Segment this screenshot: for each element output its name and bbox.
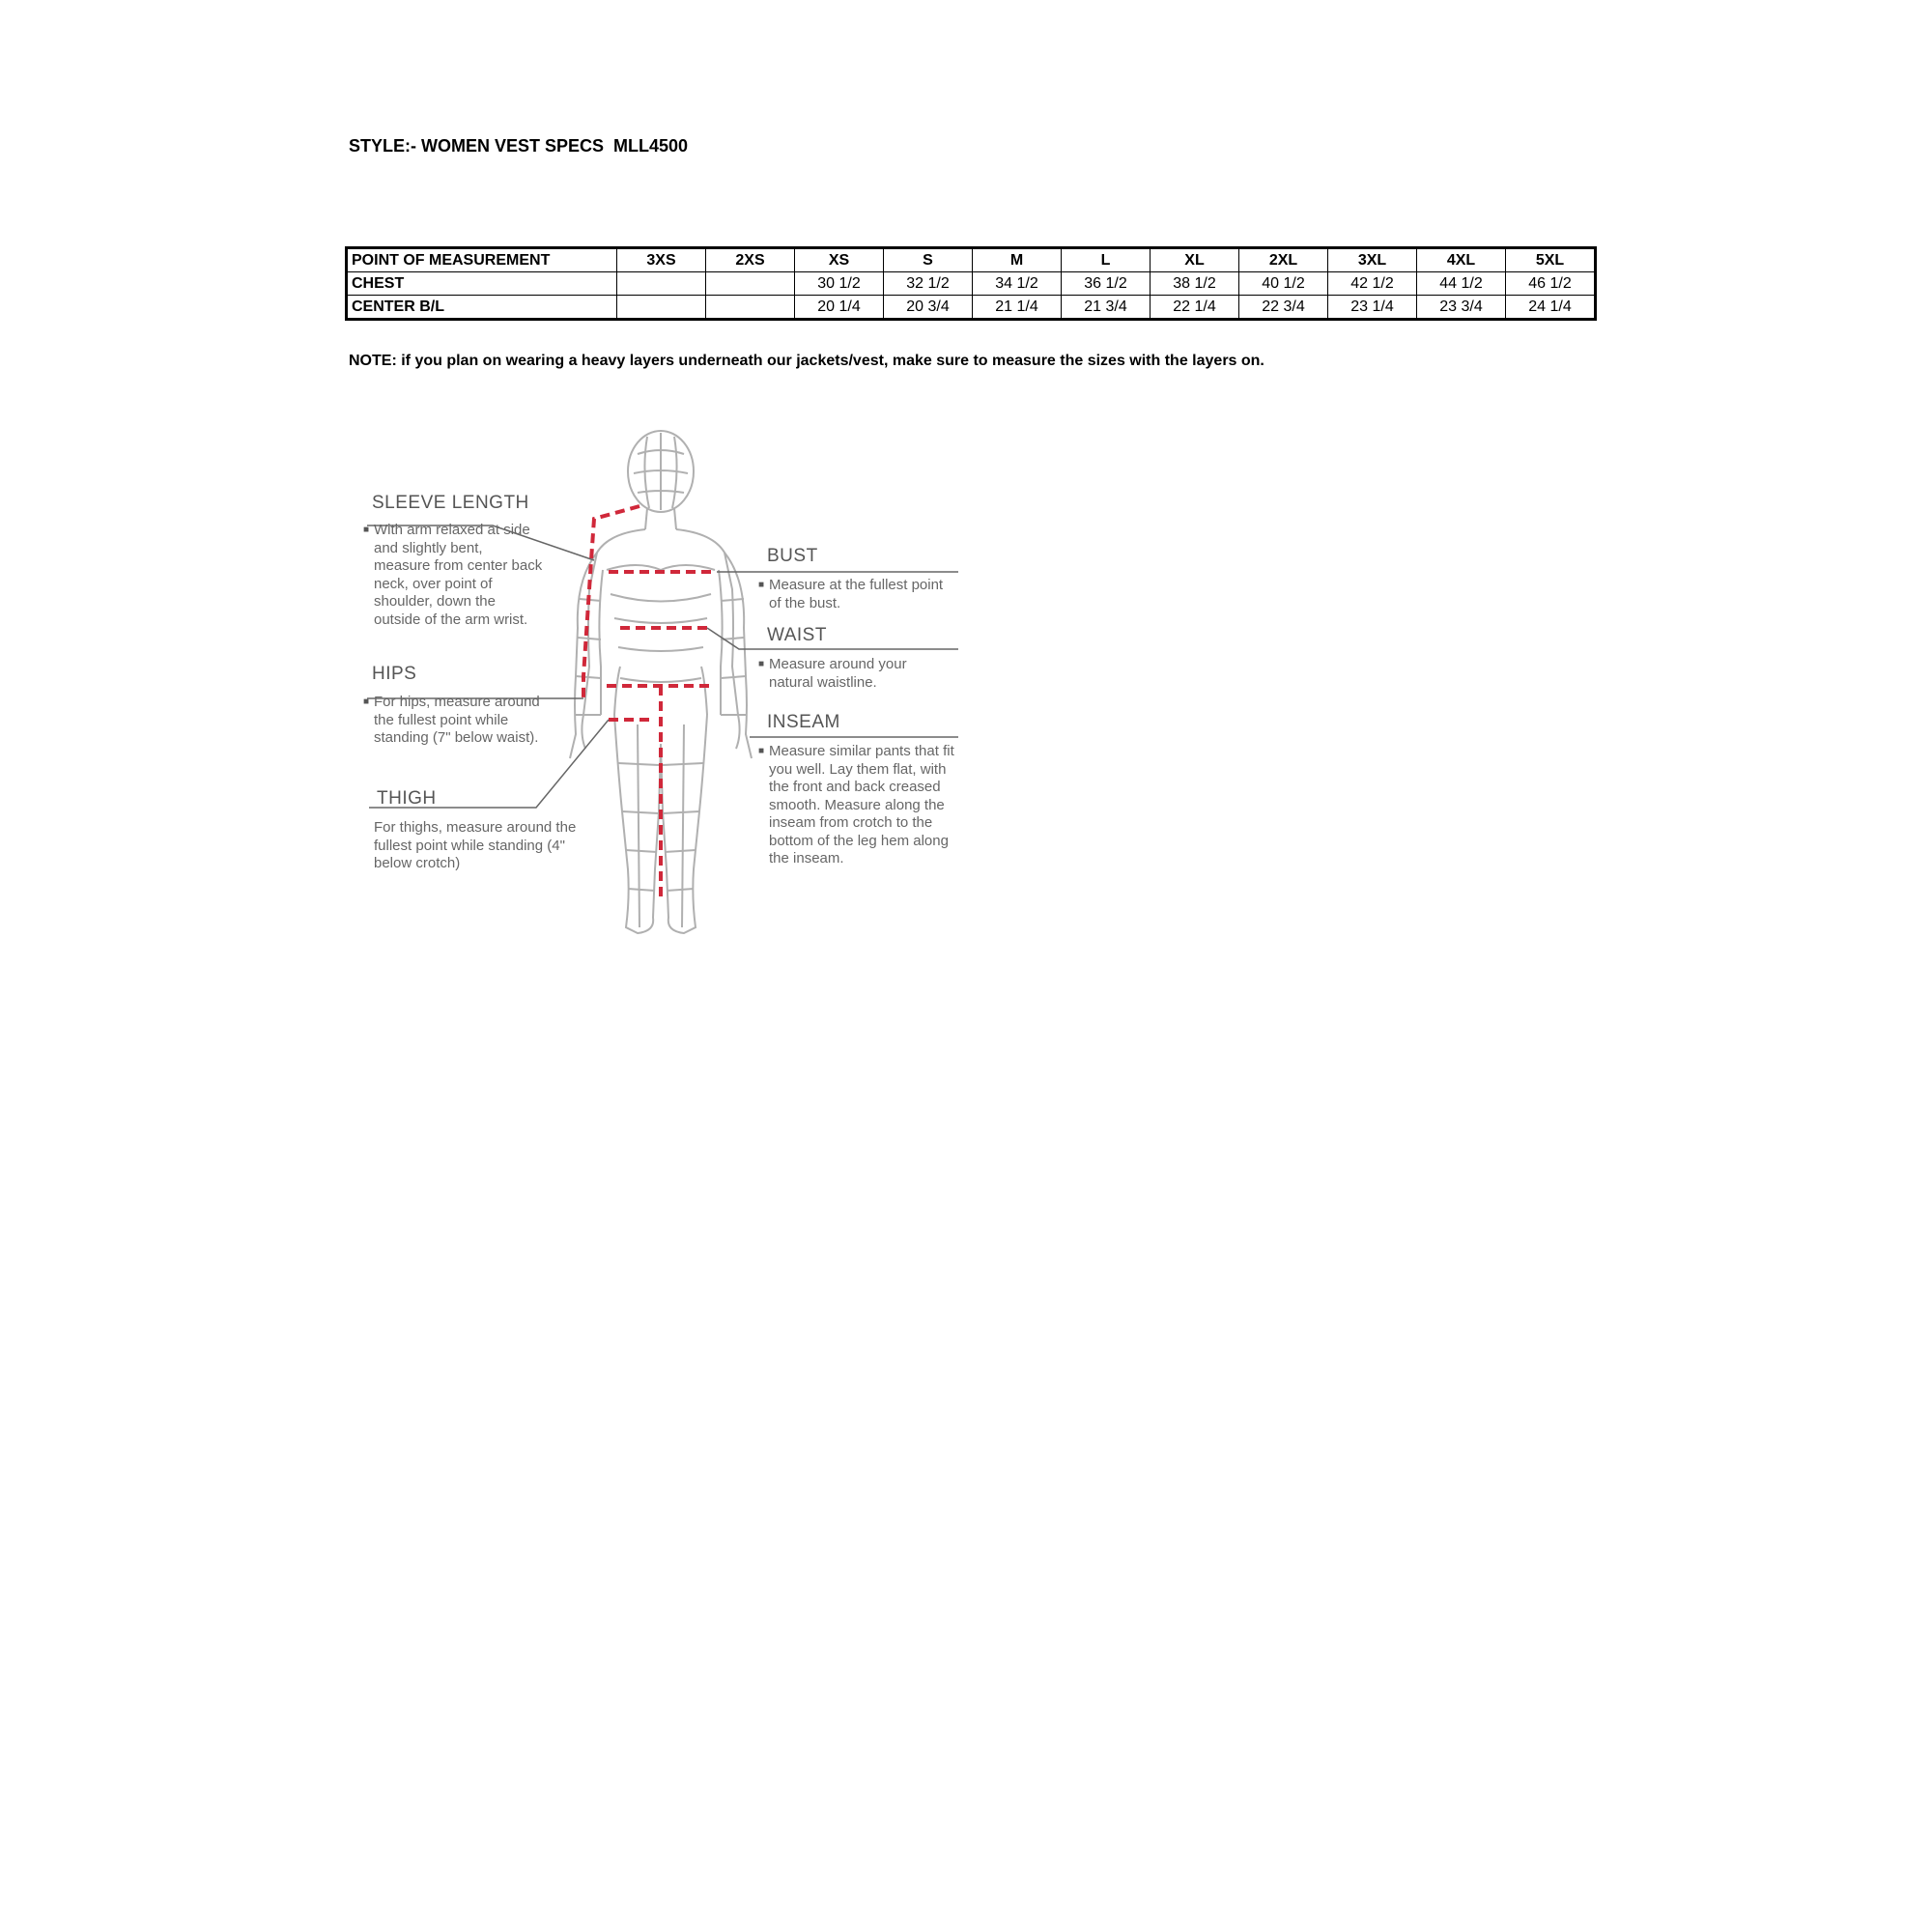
sleeve-length-title: SLEEVE LENGTH — [372, 493, 529, 513]
sleeve-length-desc: With arm relaxed at side and slightly bent, measure from center back neck, over point of shoulder, down the outside of the arm wrist. — [374, 522, 543, 628]
bullet-icon: ■ — [758, 746, 765, 756]
waist-title: WAIST — [767, 625, 827, 645]
hips-title: HIPS — [372, 664, 417, 684]
bullet-icon: ■ — [363, 525, 370, 535]
table-cell: 30 1/2 — [795, 272, 884, 296]
table-cell: 32 1/2 — [884, 272, 973, 296]
table-row — [347, 296, 1596, 320]
column-header: POINT OF MEASUREMENT — [347, 248, 617, 272]
table-cell: 21 1/4 — [973, 296, 1062, 320]
table-cell: 38 1/2 — [1151, 272, 1239, 296]
size-spec-table — [345, 246, 1597, 321]
bullet-icon: ■ — [363, 696, 370, 707]
table-cell — [706, 272, 795, 296]
table-cell: 22 3/4 — [1239, 296, 1328, 320]
table-cell: 22 1/4 — [1151, 296, 1239, 320]
column-header: 2XL — [1239, 248, 1328, 272]
inseam-title: INSEAM — [767, 712, 840, 732]
table-cell: 46 1/2 — [1506, 272, 1596, 296]
table-cell — [706, 296, 795, 320]
table-cell: 23 1/4 — [1328, 296, 1417, 320]
table-cell: 20 1/4 — [795, 296, 884, 320]
table-cell: 21 3/4 — [1062, 296, 1151, 320]
bust-text — [758, 577, 952, 612]
waist-text — [758, 656, 952, 692]
column-header: 5XL — [1506, 248, 1596, 272]
table-cell: 23 3/4 — [1417, 296, 1506, 320]
thigh-title: THIGH — [377, 788, 437, 809]
bust-title: BUST — [767, 546, 818, 566]
table-cell: 20 3/4 — [884, 296, 973, 320]
style-title: STYLE:- WOMEN VEST SPECS MLL4500 — [349, 136, 689, 156]
column-header: 2XS — [706, 248, 795, 272]
table-cell: 34 1/2 — [973, 272, 1062, 296]
waist-desc: Measure around your natural waistline. — [769, 656, 907, 691]
sleeve-length-line — [583, 506, 639, 697]
column-header: S — [884, 248, 973, 272]
hips-desc: For hips, measure around the fullest point while standing (7" below waist). — [374, 694, 540, 746]
inseam-desc: Measure similar pants that fit you well. Lay them flat, with the front and back creased smooth. Measure along the inseam from crotch to the bottom of the leg hem along the inseam. — [769, 743, 954, 867]
table-cell — [617, 296, 706, 320]
table-cell: 44 1/2 — [1417, 272, 1506, 296]
layering-note: NOTE: if you plan on wearing a heavy layers underneath our jackets/vest, make sure to measure the sizes with the layers on. — [349, 353, 1264, 369]
bullet-icon: ■ — [758, 580, 765, 590]
thigh-desc: For thighs, measure around the fullest point while standing (4" below crotch) — [374, 819, 577, 871]
column-header: XS — [795, 248, 884, 272]
measurement-figure — [348, 425, 966, 947]
table-cell: 42 1/2 — [1328, 272, 1417, 296]
table-cell: 24 1/4 — [1506, 296, 1596, 320]
table-row — [347, 272, 1596, 296]
table-header-row — [347, 248, 1596, 272]
bullet-icon: ■ — [758, 659, 765, 669]
inseam-text — [758, 743, 962, 868]
column-header: 3XS — [617, 248, 706, 272]
row-label: CHEST — [347, 272, 617, 296]
row-label: CENTER B/L — [347, 296, 617, 320]
thigh-text — [374, 819, 582, 873]
hips-text — [363, 694, 553, 748]
bust-desc: Measure at the fullest point of the bust. — [769, 577, 944, 611]
table-cell: 40 1/2 — [1239, 272, 1328, 296]
column-header: 4XL — [1417, 248, 1506, 272]
sleeve-length-text — [363, 522, 543, 629]
table-cell — [617, 272, 706, 296]
column-header: 3XL — [1328, 248, 1417, 272]
column-header: L — [1062, 248, 1151, 272]
column-header: XL — [1151, 248, 1239, 272]
table-cell: 36 1/2 — [1062, 272, 1151, 296]
column-header: M — [973, 248, 1062, 272]
